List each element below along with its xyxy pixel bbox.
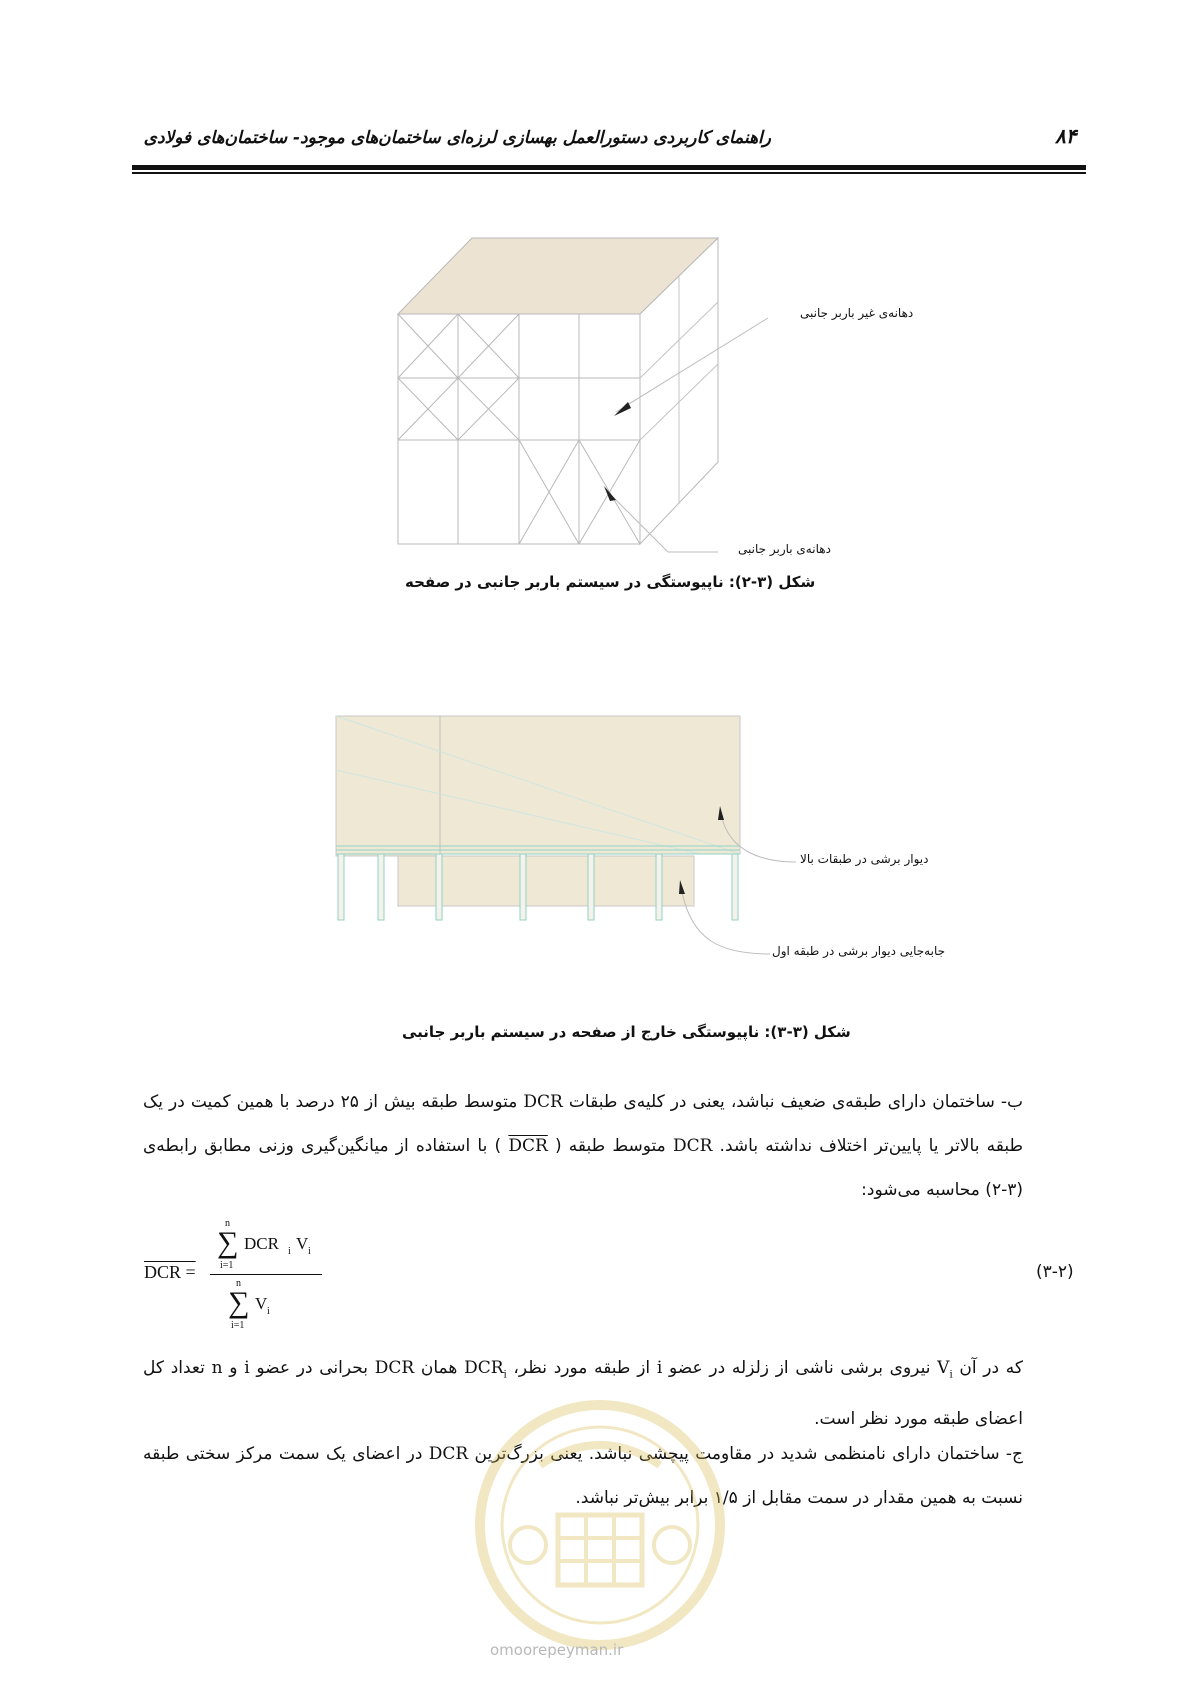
watermark-seal-logo [470, 1395, 730, 1655]
para-b-text-4: ) با استفاده از میانگین‌گیری وزنی مطابق رابطه‌ی (۳-۲) محاسبه می‌شود: [143, 1136, 1023, 1200]
para-vi-text-1: که در آن [952, 1358, 1024, 1378]
eq-den-v: V [255, 1294, 268, 1313]
para-b-text-3: متوسط طبقه ( [547, 1136, 673, 1156]
eq-lhs: DCR = [144, 1262, 196, 1282]
para-b-dcr-bar: $\overline{DCR}$ [508, 1136, 548, 1156]
equation-number: (۳-۲) [1036, 1262, 1074, 1282]
para-vi-text-4: همان [414, 1358, 465, 1378]
para-b-dcr-2: DCR [672, 1136, 713, 1156]
label-upper-shear-wall: دیوار برشی در طبقات بالا [800, 852, 929, 866]
para-vi-text-3: از طبقه مورد نظر، [506, 1358, 657, 1378]
para-vi-v: V [937, 1358, 950, 1378]
para-c-dcr: DCR [428, 1444, 469, 1464]
label-non-lateral-bay: دهانه‌ی غیر باربر جانبی [800, 306, 914, 320]
eq-num-v: V [296, 1234, 309, 1253]
para-b-dcr: DCR [523, 1092, 563, 1112]
para-vi-i-2: i [244, 1358, 250, 1378]
para-vi-dcri [464, 1358, 507, 1381]
para-vi-text-5: بحرانی در عضو [249, 1358, 375, 1378]
para-vi-i: i [656, 1358, 663, 1378]
eq-den-sum-lower: i=1 [231, 1320, 245, 1331]
paragraph-weak-storey [143, 1080, 1023, 1212]
para-vi-v-sub: i [949, 1369, 953, 1381]
eq-den-v-sub: i [267, 1306, 270, 1317]
equation-dcr-average [144, 1218, 334, 1338]
label-shear-wall-offset: جابه‌جایی دیوار برشی در طبقه اول [772, 944, 946, 958]
para-c-text-2: در اعضای یک سمت مرکز سختی طبقه نسبت به همین مقدار در سمت مقابل از ۱/۵ برابر بیش‌تر نباشد. [143, 1444, 1023, 1508]
para-vi-dcr: DCR [464, 1358, 504, 1378]
watermark-url: omoorepeyman.ir [490, 1641, 624, 1659]
eq-den-sum-upper: n [236, 1278, 241, 1289]
running-header-title: راهنمای کاربردی دستورالعمل بهسازی لرزه‌ای ساختمان‌های موجود- ساختمان‌های فولادی [143, 128, 771, 148]
figure1-caption: شکل (۳-۲): ناپیوستگی در سیستم باربر جانبی در صفحه [405, 573, 816, 591]
eq-num-dcr: DCR [244, 1234, 279, 1253]
para-vi-dcr-sub: i [503, 1369, 507, 1381]
para-vi-text-2: نیروی برشی ناشی از زلزله در عضو [662, 1358, 938, 1378]
eq-num-sum-lower: i=1 [220, 1260, 234, 1271]
para-vi-n: n [211, 1358, 223, 1378]
para-b-text-2: متوسط طبقه بیش از ۲۵ درصد با همین کمیت در یک طبقه بالاتر یا پایین‌تر اختلاف نداشته باشد. [143, 1092, 1023, 1156]
page-number: ۸۴ [1055, 124, 1077, 148]
eq-num-sigma: ∑ [217, 1226, 239, 1259]
para-c-text-1: ج- ساختمان دارای نامنظمی شدید در مقاومت پیچشی نباشد. یعنی بزرگ‌ترین [468, 1444, 1024, 1464]
para-vi-dcr-2: DCR [374, 1358, 415, 1378]
figure2-caption: شکل (۳-۳): ناپیوستگی خارج از صفحه در سیستم باربر جانبی [402, 1023, 851, 1041]
para-vi-vi [937, 1358, 953, 1381]
para-vi-text-7: تعداد کل اعضای طبقه مورد نظر است. [143, 1358, 1023, 1430]
eq-num-dcr-sub: i [288, 1246, 291, 1257]
eq-fraction-bar [210, 1274, 322, 1275]
eq-num-sum-upper: n [225, 1218, 230, 1229]
label-lateral-bay: دهانه‌ی باربر جانبی [738, 542, 831, 556]
eq-num-v-sub: i [308, 1246, 311, 1257]
para-b-text-1: ب- ساختمان دارای طبقه‌ی ضعیف نباشد، یعنی در کلیه‌ی طبقات [562, 1092, 1024, 1112]
eq-den-sigma: ∑ [228, 1286, 250, 1319]
para-vi-text-6: و [222, 1358, 245, 1378]
